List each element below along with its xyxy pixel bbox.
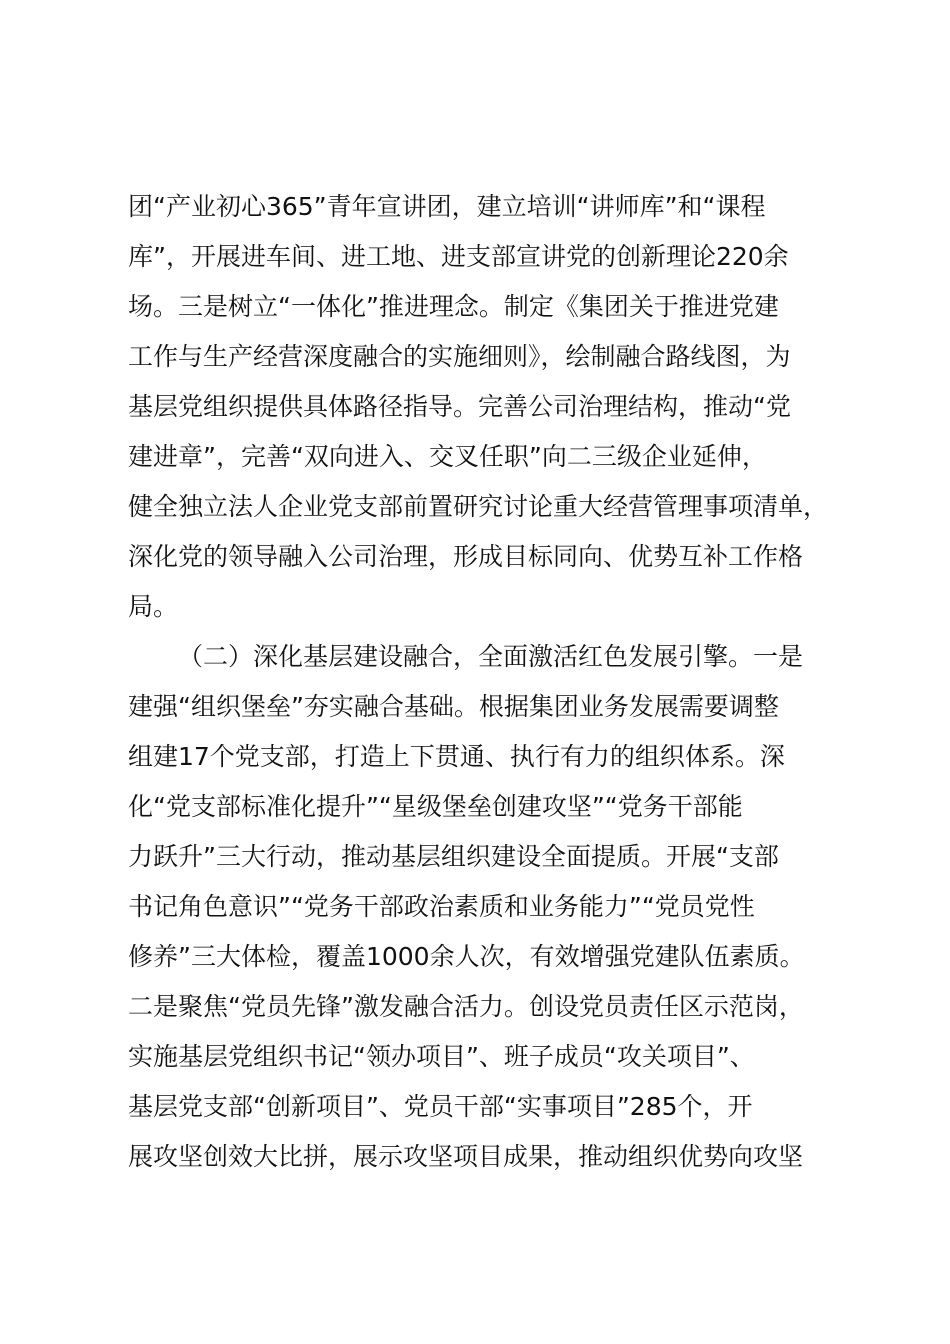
text-line: 二是聚焦“党员先锋”激发融合活力。创设党员责任区示范岗， (128, 992, 804, 1021)
text-line: 深化党的领导融入公司治理，形成目标同向、优势互补工作格 (128, 542, 804, 571)
text-line: 建进章”，完善“双向进入、交叉任职”向二三级企业延伸， (128, 442, 767, 471)
text-line: 基层党组织提供具体路径指导。完善公司治理结构，推动“党 (128, 392, 791, 421)
text-line: 化“党支部标准化提升”“星级堡垒创建攻坚”“党务干部能 (128, 792, 743, 821)
text-line: 实施基层党组织书记“领办项目”、班子成员“攻关项目”、 (128, 1042, 755, 1071)
text-line: 力跃升”三大行动，推动基层组织建设全面提质。开展“支部 (128, 842, 779, 871)
paragraph-heading-line: （二）深化基层建设融合，全面激活红色发展引擎。一是 (178, 642, 804, 671)
text-line: 健全独立法人企业党支部前置研究讨论重大经营管理事项清单， (128, 492, 829, 521)
text-line: 书记角色意识”“党务干部政治素质和业务能力”“党员党性 (128, 892, 755, 921)
text-line: 团“产业初心365”青年宣讲团，建立培训“讲师库”和“课程 (128, 192, 766, 221)
text-line: 场。三是树立“一体化”推进理念。制定《集团关于推进党建 (128, 292, 779, 321)
text-line: 工作与生产经营深度融合的实施细则》，绘制融合路线图，为 (128, 342, 791, 371)
text-line: 展攻坚创效大比拼，展示攻坚项目成果，推动组织优势向攻坚 (128, 1142, 804, 1171)
text-line: 组建17个党支部，打造上下贯通、执行有力的组织体系。深 (128, 742, 785, 771)
text-line: 修养”三大体检，覆盖1000余人次，有效增强党建队伍素质。 (128, 942, 805, 971)
text-line: 局。 (128, 592, 179, 621)
text-line: 库”，开展进车间、进工地、进支部宣讲党的创新理论220余 (128, 242, 789, 271)
text-line: 建强“组织堡垒”夯实融合基础。根据集团业务发展需要调整 (128, 692, 779, 721)
body-text (128, 182, 848, 1182)
text-line: 基层党支部“创新项目”、党员干部“实事项目”285个，开 (128, 1092, 753, 1121)
